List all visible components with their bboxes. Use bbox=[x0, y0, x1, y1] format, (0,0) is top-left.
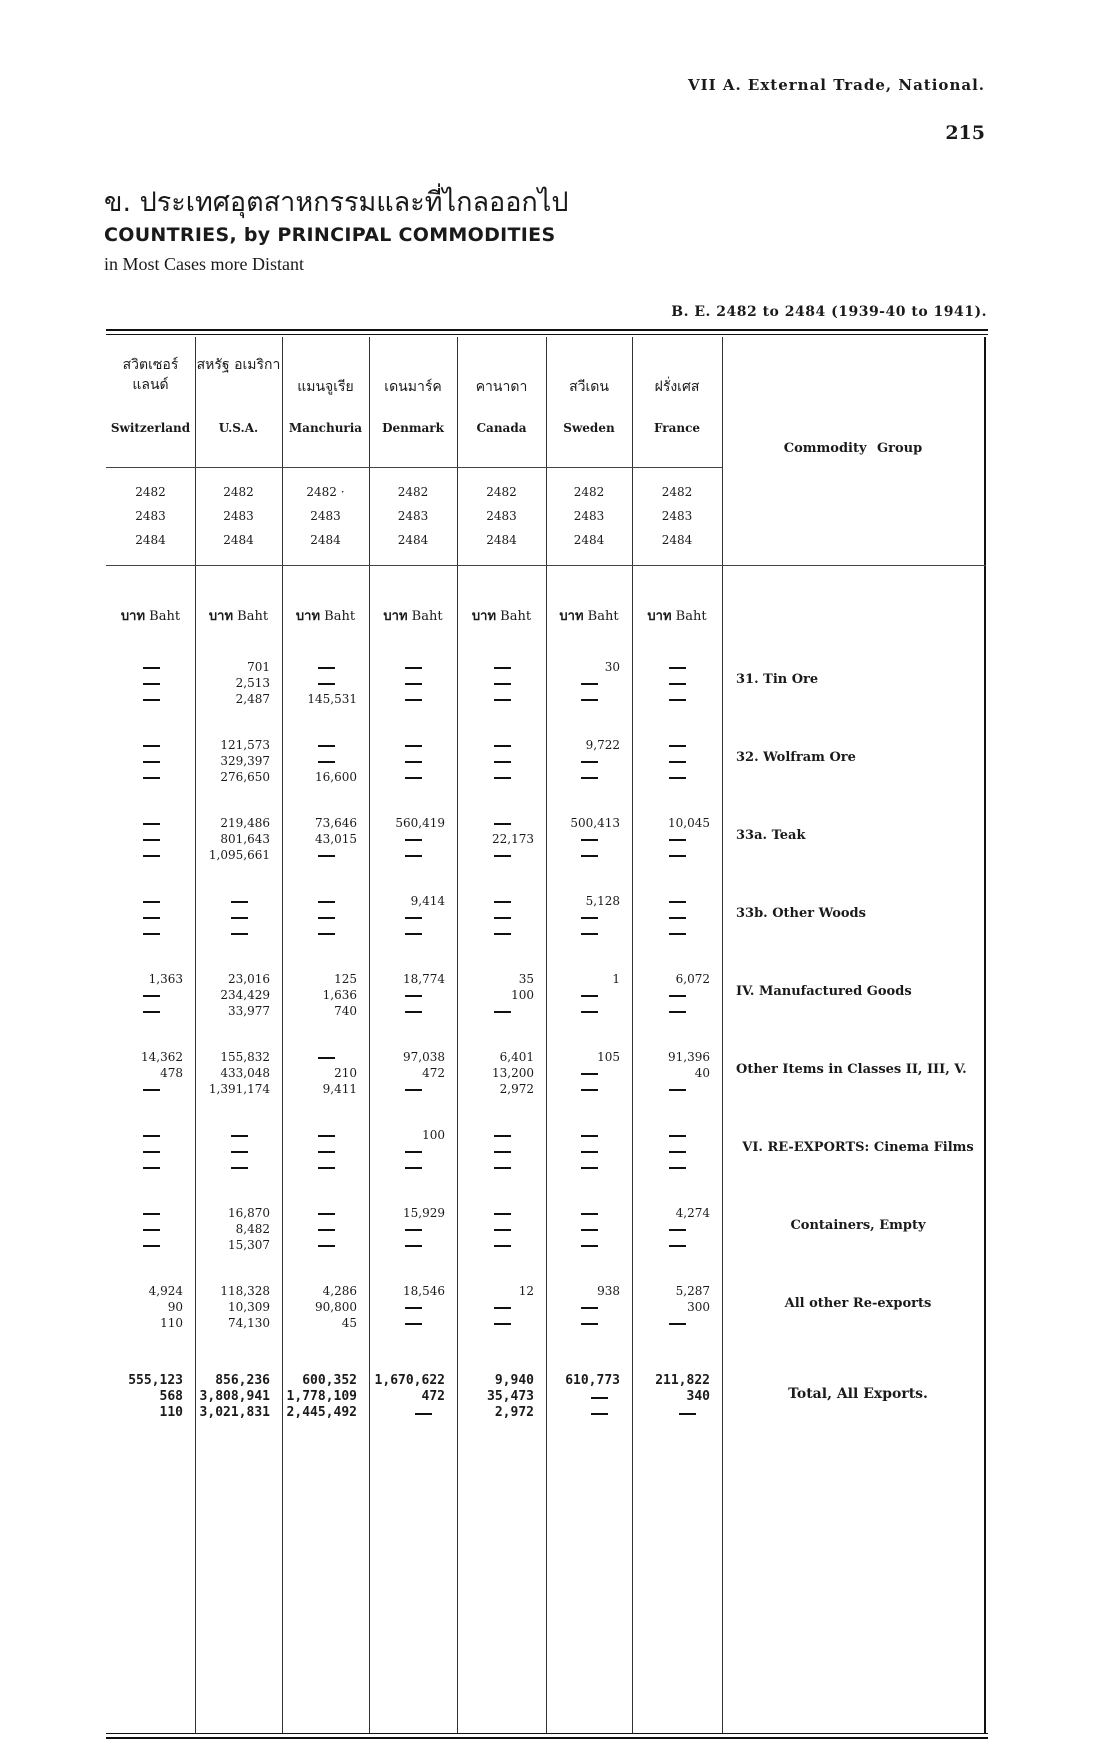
column-header-english: Sweden bbox=[563, 421, 615, 435]
year-label: 2484 bbox=[310, 533, 341, 547]
nil-dash bbox=[581, 1151, 598, 1153]
nil-dash bbox=[143, 699, 160, 701]
table-value: 155,832 bbox=[220, 1050, 270, 1064]
year-label: 2482 bbox=[397, 485, 429, 499]
nil-dash bbox=[405, 667, 422, 669]
year-label: 2482 bbox=[135, 485, 166, 499]
nil-dash bbox=[669, 761, 686, 763]
nil-dash bbox=[318, 667, 335, 669]
nil-dash bbox=[669, 901, 686, 903]
nil-dash bbox=[679, 1413, 696, 1415]
nil-dash bbox=[143, 995, 160, 997]
nil-dash bbox=[581, 761, 598, 763]
total-value: 472 bbox=[421, 1389, 445, 1404]
column-header-thai: แมนจูเรีย bbox=[297, 379, 354, 395]
nil-dash bbox=[405, 1151, 422, 1153]
nil-dash bbox=[669, 933, 686, 935]
title-english: COUNTRIES, by PRINCIPAL COMMODITIES bbox=[104, 224, 556, 246]
nil-dash bbox=[669, 1167, 686, 1169]
nil-dash bbox=[318, 1245, 335, 1247]
year-label: 2483 bbox=[135, 509, 166, 523]
nil-dash bbox=[415, 1413, 432, 1415]
table-bottom-rule bbox=[106, 1737, 988, 1739]
nil-dash bbox=[581, 1307, 598, 1309]
nil-dash bbox=[494, 1011, 511, 1013]
table-value: 125 bbox=[334, 972, 357, 986]
year-label: 2482 bbox=[573, 485, 605, 499]
table-value: 100 bbox=[422, 1128, 445, 1142]
column-header-english: Manchuria bbox=[288, 421, 363, 435]
year-label: 2483 bbox=[310, 509, 341, 523]
table-value: 45 bbox=[341, 1316, 357, 1330]
unit-thai: บาท bbox=[208, 609, 234, 624]
nil-dash bbox=[581, 699, 598, 701]
nil-dash bbox=[669, 917, 686, 919]
table-value: 2,487 bbox=[235, 692, 270, 706]
nil-dash bbox=[581, 1167, 598, 1169]
table-value: 18,546 bbox=[403, 1284, 445, 1298]
table-value: 210 bbox=[334, 1066, 357, 1080]
table-value: 40 bbox=[694, 1066, 710, 1080]
nil-dash bbox=[143, 839, 160, 841]
table-value: 2,513 bbox=[235, 676, 270, 690]
header-divider bbox=[106, 467, 722, 468]
commodity-group-label: Other Items in Classes II, III, V. bbox=[736, 1062, 967, 1077]
nil-dash bbox=[231, 1135, 248, 1137]
year-label: 2483 bbox=[486, 509, 517, 523]
nil-dash bbox=[318, 901, 335, 903]
table-value: 43,015 bbox=[315, 832, 357, 846]
nil-dash bbox=[318, 1057, 335, 1059]
commodity-group-label: 33a. Teak bbox=[736, 828, 806, 843]
table-value: 33,977 bbox=[228, 1004, 270, 1018]
table-value: 9,411 bbox=[322, 1082, 357, 1096]
nil-dash bbox=[494, 1245, 511, 1247]
table-value: 1,636 bbox=[322, 988, 357, 1002]
commodity-group-label: 32. Wolfram Ore bbox=[736, 750, 856, 765]
commodity-group-label: All other Re-exports bbox=[784, 1296, 932, 1311]
table-value: 472 bbox=[422, 1066, 445, 1080]
nil-dash bbox=[581, 777, 598, 779]
nil-dash bbox=[405, 855, 422, 857]
nil-dash bbox=[231, 1167, 248, 1169]
unit-thai: บาท bbox=[471, 609, 497, 624]
commodity-group-label: 33b. Other Woods bbox=[736, 906, 866, 921]
column-header-english: U.S.A. bbox=[218, 421, 259, 435]
table-value: 74,130 bbox=[228, 1316, 270, 1330]
nil-dash bbox=[318, 1167, 335, 1169]
nil-dash bbox=[143, 1089, 160, 1091]
nil-dash bbox=[581, 683, 598, 685]
table-right-border bbox=[984, 337, 986, 1733]
nil-dash bbox=[669, 855, 686, 857]
year-label: 2484 bbox=[486, 533, 517, 547]
table-value: 4,924 bbox=[148, 1284, 183, 1298]
column-header-thai: สวิตเซอร์ แลนด์ bbox=[122, 357, 179, 393]
column-header-thai: เดนมาร์ค bbox=[384, 379, 442, 395]
nil-dash bbox=[318, 917, 335, 919]
table-value: 5,287 bbox=[675, 1284, 710, 1298]
nil-dash bbox=[405, 1229, 422, 1231]
nil-dash bbox=[143, 1167, 160, 1169]
nil-dash bbox=[581, 1213, 598, 1215]
unit-english: Baht bbox=[233, 609, 269, 624]
total-value: 600,352 bbox=[302, 1373, 357, 1388]
nil-dash bbox=[494, 917, 511, 919]
table-value: 15,929 bbox=[403, 1206, 445, 1220]
nil-dash bbox=[581, 839, 598, 841]
nil-dash bbox=[143, 1135, 160, 1137]
table-value: 276,650 bbox=[220, 770, 270, 784]
nil-dash bbox=[143, 745, 160, 747]
table-value: 10,309 bbox=[228, 1300, 270, 1314]
table-top-rule bbox=[106, 329, 988, 331]
unit-label bbox=[369, 605, 457, 626]
total-value: 1,670,622 bbox=[374, 1373, 445, 1388]
total-value: 3,021,831 bbox=[199, 1405, 270, 1420]
column-header-english: France bbox=[653, 421, 701, 435]
unit-english: Baht bbox=[145, 609, 181, 624]
column-header-thai: สหรัฐ อเมริกา bbox=[196, 357, 281, 373]
nil-dash bbox=[143, 1011, 160, 1013]
nil-dash bbox=[669, 777, 686, 779]
nil-dash bbox=[494, 745, 511, 747]
nil-dash bbox=[494, 667, 511, 669]
nil-dash bbox=[494, 777, 511, 779]
table-value: 4,286 bbox=[322, 1284, 357, 1298]
total-value: 35,473 bbox=[487, 1389, 534, 1404]
total-value: 340 bbox=[686, 1389, 710, 1404]
total-value: 568 bbox=[159, 1389, 183, 1404]
total-value: 2,972 bbox=[494, 1405, 534, 1420]
unit-label bbox=[195, 605, 282, 626]
table-value: 8,482 bbox=[235, 1222, 270, 1236]
table-value: 1,363 bbox=[148, 972, 183, 986]
nil-dash bbox=[669, 1245, 686, 1247]
export-table bbox=[106, 329, 988, 1743]
year-label: 2482 · bbox=[306, 485, 345, 499]
nil-dash bbox=[494, 1167, 511, 1169]
table-value: 105 bbox=[597, 1050, 620, 1064]
nil-dash bbox=[494, 683, 511, 685]
year-label: 2483 bbox=[397, 509, 429, 523]
year-label: 2484 bbox=[135, 533, 166, 547]
table-value: 16,870 bbox=[228, 1206, 270, 1220]
table-value: 16,600 bbox=[315, 770, 357, 784]
table-value: 9,722 bbox=[585, 738, 620, 752]
nil-dash bbox=[318, 933, 335, 935]
nil-dash bbox=[494, 901, 511, 903]
nil-dash bbox=[581, 1323, 598, 1325]
table-value: 6,072 bbox=[675, 972, 710, 986]
table-value: 938 bbox=[597, 1284, 620, 1298]
nil-dash bbox=[494, 933, 511, 935]
total-value: 2,445,492 bbox=[286, 1405, 357, 1420]
nil-dash bbox=[318, 1135, 335, 1137]
nil-dash bbox=[581, 1229, 598, 1231]
nil-dash bbox=[591, 1397, 608, 1399]
table-value: 5,128 bbox=[585, 894, 620, 908]
table-value: 329,397 bbox=[220, 754, 270, 768]
nil-dash bbox=[143, 1245, 160, 1247]
nil-dash bbox=[318, 745, 335, 747]
nil-dash bbox=[581, 855, 598, 857]
nil-dash bbox=[494, 855, 511, 857]
year-label: 2484 bbox=[573, 533, 605, 547]
unit-english: Baht bbox=[671, 609, 707, 624]
nil-dash bbox=[581, 933, 598, 935]
nil-dash bbox=[405, 745, 422, 747]
year-label: 2482 bbox=[486, 485, 517, 499]
table-top-rule-thin bbox=[106, 334, 988, 335]
nil-dash bbox=[231, 917, 248, 919]
title-thai: ข. ประเทศอุตสาหกรรมและที่ไกลออกไป bbox=[104, 187, 569, 218]
table-value: 22,173 bbox=[492, 832, 534, 846]
table-value: 90 bbox=[167, 1300, 183, 1314]
nil-dash bbox=[318, 1151, 335, 1153]
column-header-english: Switzerland bbox=[110, 421, 191, 435]
table-value: 300 bbox=[687, 1300, 710, 1314]
nil-dash bbox=[581, 995, 598, 997]
nil-dash bbox=[143, 823, 160, 825]
nil-dash bbox=[669, 995, 686, 997]
nil-dash bbox=[143, 683, 160, 685]
total-value: 110 bbox=[159, 1405, 183, 1420]
table-value: 1 bbox=[612, 972, 620, 986]
nil-dash bbox=[405, 917, 422, 919]
nil-dash bbox=[405, 777, 422, 779]
table-value: 1,095,661 bbox=[208, 848, 270, 862]
nil-dash bbox=[494, 1229, 511, 1231]
table-value: 110 bbox=[160, 1316, 183, 1330]
table-value: 9,414 bbox=[410, 894, 445, 908]
nil-dash bbox=[581, 1073, 598, 1075]
nil-dash bbox=[318, 683, 335, 685]
unit-english: Baht bbox=[583, 609, 619, 624]
unit-english: Baht bbox=[496, 609, 532, 624]
nil-dash bbox=[494, 823, 511, 825]
column-header-thai: สวีเดน bbox=[569, 379, 609, 395]
nil-dash bbox=[669, 667, 686, 669]
total-label: Total, All Exports. bbox=[788, 1386, 928, 1402]
nil-dash bbox=[405, 1089, 422, 1091]
commodity-group-label: Containers, Empty bbox=[790, 1218, 926, 1233]
nil-dash bbox=[494, 1323, 511, 1325]
nil-dash bbox=[318, 1213, 335, 1215]
nil-dash bbox=[669, 1011, 686, 1013]
nil-dash bbox=[405, 1323, 422, 1325]
nil-dash bbox=[143, 933, 160, 935]
table-value: 73,646 bbox=[315, 816, 357, 830]
nil-dash bbox=[669, 839, 686, 841]
unit-english: Baht bbox=[407, 609, 443, 624]
nil-dash bbox=[494, 699, 511, 701]
total-value: 555,123 bbox=[128, 1373, 183, 1388]
nil-dash bbox=[231, 933, 248, 935]
table-value: 15,307 bbox=[228, 1238, 270, 1252]
nil-dash bbox=[318, 1229, 335, 1231]
table-value: 90,800 bbox=[315, 1300, 357, 1314]
nil-dash bbox=[143, 855, 160, 857]
unit-thai: บาท bbox=[120, 609, 146, 624]
table-value: 145,531 bbox=[307, 692, 357, 706]
nil-dash bbox=[143, 777, 160, 779]
table-value: 10,045 bbox=[668, 816, 710, 830]
nil-dash bbox=[581, 917, 598, 919]
table-value: 121,573 bbox=[220, 738, 270, 752]
column-divider bbox=[722, 337, 723, 1733]
commodity-group-label: 31. Tin Ore bbox=[736, 672, 819, 687]
table-value: 91,396 bbox=[668, 1050, 710, 1064]
nil-dash bbox=[494, 1135, 511, 1137]
unit-thai: บาท bbox=[647, 609, 672, 624]
table-value: 433,048 bbox=[220, 1066, 270, 1080]
table-value: 2,972 bbox=[499, 1082, 534, 1096]
nil-dash bbox=[405, 1245, 422, 1247]
unit-label bbox=[632, 605, 722, 626]
nil-dash bbox=[143, 761, 160, 763]
table-value: 23,016 bbox=[228, 972, 270, 986]
table-value: 14,362 bbox=[141, 1050, 183, 1064]
table-value: 35 bbox=[518, 972, 534, 986]
nil-dash bbox=[669, 1151, 686, 1153]
table-value: 6,401 bbox=[499, 1050, 534, 1064]
table-value: 801,643 bbox=[220, 832, 270, 846]
column-header-english: Canada bbox=[476, 421, 527, 435]
table-value: 30 bbox=[604, 660, 620, 674]
table-value: 97,038 bbox=[403, 1050, 445, 1064]
nil-dash bbox=[318, 855, 335, 857]
nil-dash bbox=[494, 1151, 511, 1153]
nil-dash bbox=[494, 761, 511, 763]
nil-dash bbox=[669, 1089, 686, 1091]
table-bottom-rule-thin bbox=[106, 1733, 988, 1734]
nil-dash bbox=[405, 1167, 422, 1169]
table-value: 560,419 bbox=[395, 816, 445, 830]
year-label: 2484 bbox=[223, 533, 254, 547]
nil-dash bbox=[581, 1011, 598, 1013]
table-value: 4,274 bbox=[675, 1206, 710, 1220]
nil-dash bbox=[494, 1213, 511, 1215]
nil-dash bbox=[669, 745, 686, 747]
nil-dash bbox=[143, 1151, 160, 1153]
total-value: 9,940 bbox=[494, 1373, 534, 1388]
nil-dash bbox=[405, 995, 422, 997]
year-label: 2482 bbox=[661, 485, 693, 499]
year-label: 2484 bbox=[397, 533, 429, 547]
total-value: 211,822 bbox=[655, 1373, 710, 1388]
nil-dash bbox=[669, 1323, 686, 1325]
nil-dash bbox=[669, 1229, 686, 1231]
nil-dash bbox=[405, 839, 422, 841]
nil-dash bbox=[143, 667, 160, 669]
year-label: 2483 bbox=[223, 509, 254, 523]
table-value: 1,391,174 bbox=[208, 1082, 270, 1096]
commodity-group-label: VI. RE-EXPORTS: Cinema Films bbox=[742, 1140, 974, 1155]
unit-label bbox=[282, 605, 369, 626]
nil-dash bbox=[143, 917, 160, 919]
unit-thai: บาท bbox=[383, 609, 408, 624]
year-label: 2484 bbox=[661, 533, 693, 547]
year-label: 2483 bbox=[661, 509, 693, 523]
nil-dash bbox=[405, 1307, 422, 1309]
unit-label bbox=[457, 605, 546, 626]
unit-english: Baht bbox=[320, 609, 356, 624]
nil-dash bbox=[669, 1135, 686, 1137]
nil-dash bbox=[143, 1213, 160, 1215]
total-value: 1,778,109 bbox=[286, 1389, 357, 1404]
unit-label bbox=[106, 605, 195, 626]
table-value: 12 bbox=[518, 1284, 534, 1298]
nil-dash bbox=[405, 683, 422, 685]
nil-dash bbox=[669, 699, 686, 701]
unit-thai: บาท bbox=[295, 609, 321, 624]
table-value: 18,774 bbox=[403, 972, 445, 986]
nil-dash bbox=[581, 1089, 598, 1091]
commodity-group-header: Commodity Group bbox=[783, 441, 923, 456]
nil-dash bbox=[405, 933, 422, 935]
year-label: 2483 bbox=[573, 509, 605, 523]
nil-dash bbox=[581, 1135, 598, 1137]
header-divider bbox=[106, 565, 986, 566]
table-value: 234,429 bbox=[220, 988, 270, 1002]
total-value: 610,773 bbox=[565, 1373, 620, 1388]
page-number: 215 bbox=[945, 122, 985, 144]
unit-thai: บาท bbox=[559, 609, 584, 624]
table-value: 740 bbox=[334, 1004, 357, 1018]
section-header: VII A. External Trade, National. bbox=[687, 76, 985, 94]
table-value: 701 bbox=[247, 660, 270, 674]
table-value: 100 bbox=[511, 988, 534, 1002]
nil-dash bbox=[669, 683, 686, 685]
unit-label bbox=[546, 605, 632, 626]
column-header-thai: คานาดา bbox=[475, 379, 528, 395]
column-header-english: Denmark bbox=[382, 421, 444, 435]
table-value: 13,200 bbox=[492, 1066, 534, 1080]
year-label: 2482 bbox=[223, 485, 254, 499]
title-subtitle: in Most Cases more Distant bbox=[104, 254, 304, 274]
period-label: B. E. 2482 to 2484 (1939-40 to 1941). bbox=[671, 304, 987, 320]
nil-dash bbox=[405, 1011, 422, 1013]
table-value: 500,413 bbox=[570, 816, 620, 830]
nil-dash bbox=[318, 761, 335, 763]
nil-dash bbox=[231, 1151, 248, 1153]
nil-dash bbox=[581, 1245, 598, 1247]
nil-dash bbox=[591, 1413, 608, 1415]
commodity-group-label: IV. Manufactured Goods bbox=[736, 984, 912, 999]
total-value: 3,808,941 bbox=[199, 1389, 270, 1404]
table-value: 118,328 bbox=[220, 1284, 270, 1298]
nil-dash bbox=[143, 901, 160, 903]
nil-dash bbox=[405, 699, 422, 701]
nil-dash bbox=[494, 1307, 511, 1309]
total-value: 856,236 bbox=[215, 1373, 270, 1388]
nil-dash bbox=[231, 901, 248, 903]
table-value: 478 bbox=[160, 1066, 183, 1080]
table-value: 219,486 bbox=[220, 816, 270, 830]
nil-dash bbox=[143, 1229, 160, 1231]
column-header-thai: ฝรั่งเศส bbox=[654, 379, 700, 395]
nil-dash bbox=[405, 761, 422, 763]
